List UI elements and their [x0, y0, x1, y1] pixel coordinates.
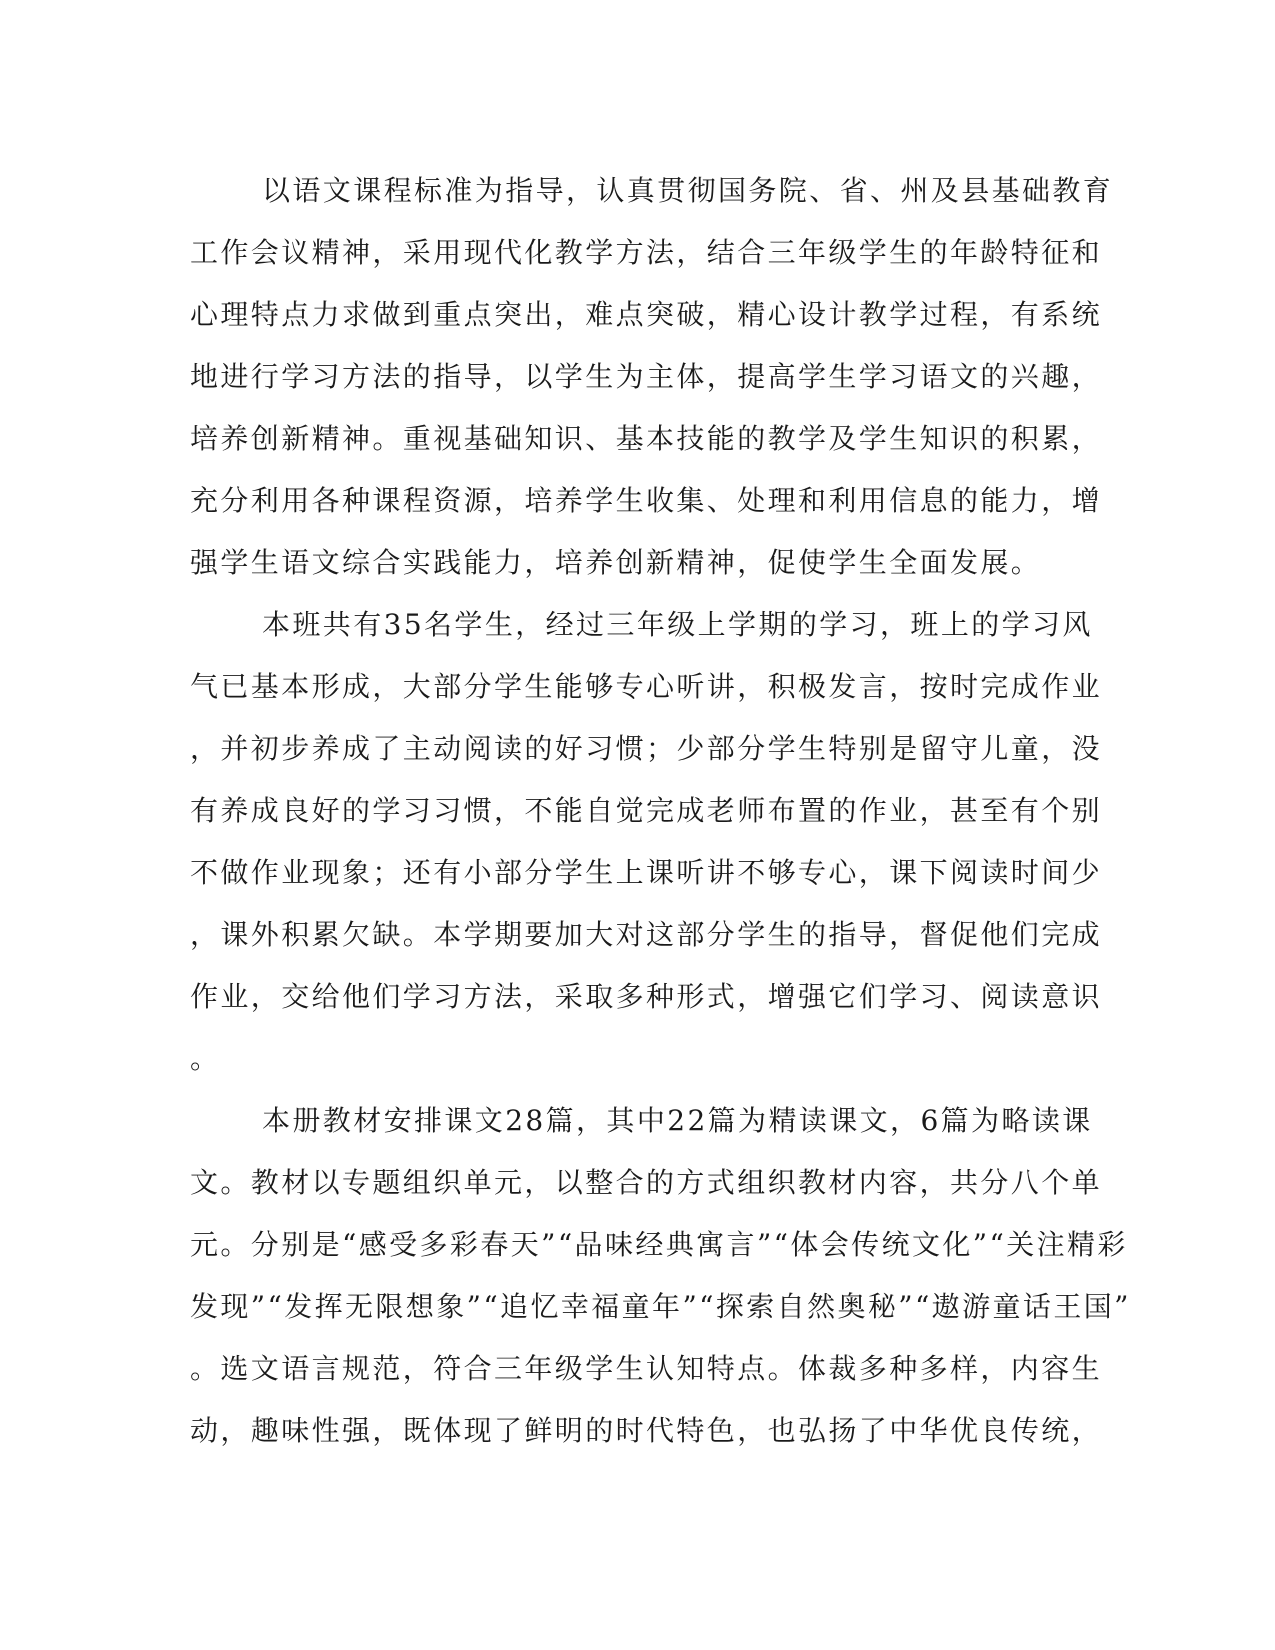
paragraph-class-analysis: [190, 594, 1103, 1090]
text-line: 元。分别是“感受多彩春天”“品味经典寓言”“体会传统文化”“关注精彩: [190, 1228, 1128, 1261]
text-line: 地进行学习方法的指导，以学生为主体，提高学生学习语文的兴趣，: [190, 360, 1103, 393]
text-line: 作业，交给他们学习方法，采取多种形式，增强它们学习、阅读意识: [190, 980, 1103, 1013]
text-line: 不做作业现象；还有小部分学生上课听讲不够专心，课下阅读时间少: [190, 856, 1103, 889]
text-line: 气已基本形成，大部分学生能够专心听讲，积极发言，按时完成作业: [190, 670, 1103, 703]
text-line: ，并初步养成了主动阅读的好习惯；少部分学生特别是留守儿童，没: [190, 732, 1103, 765]
text-line: ，课外积累欠缺。本学期要加大对这部分学生的指导，督促他们完成: [190, 918, 1103, 951]
document-body: [190, 160, 1131, 1462]
text-line: 有养成良好的学习习惯，不能自觉完成老师布置的作业，甚至有个别: [190, 794, 1103, 827]
text-line: 。: [190, 1042, 221, 1075]
paragraph-guiding-ideology: [190, 160, 1114, 594]
text-line: 强学生语文综合实践能力，培养创新精神，促使学生全面发展。: [190, 546, 1042, 579]
paragraph-textbook-analysis: [190, 1090, 1131, 1462]
text-line: 工作会议精神，采用现代化教学方法，结合三年级学生的年龄特征和: [190, 236, 1103, 269]
text-line: 培养创新精神。重视基础知识、基本技能的教学及学生知识的积累，: [190, 422, 1103, 455]
text-line: 本班共有35名学生，经过三年级上学期的学习，班上的学习风: [262, 608, 1093, 641]
text-line: 以语文课程标准为指导，认真贯彻国务院、省、州及县基础教育: [262, 174, 1114, 207]
text-line: 文。教材以专题组织单元，以整合的方式组织教材内容，共分八个单: [190, 1166, 1103, 1199]
text-line: 。选文语言规范，符合三年级学生认知特点。体裁多种多样，内容生: [190, 1352, 1103, 1385]
text-line: 发现”“发挥无限想象”“追忆幸福童年”“探索自然奥秘”“遨游童话王国”: [190, 1290, 1131, 1323]
text-line: 充分利用各种课程资源，培养学生收集、处理和利用信息的能力，增: [190, 484, 1103, 517]
text-line: 动，趣味性强，既体现了鲜明的时代特色，也弘扬了中华优良传统，: [190, 1414, 1103, 1447]
text-line: 本册教材安排课文28篇，其中22篇为精读课文，6篇为略读课: [262, 1104, 1093, 1137]
text-line: 心理特点力求做到重点突出，难点突破，精心设计教学过程，有系统: [190, 298, 1103, 331]
